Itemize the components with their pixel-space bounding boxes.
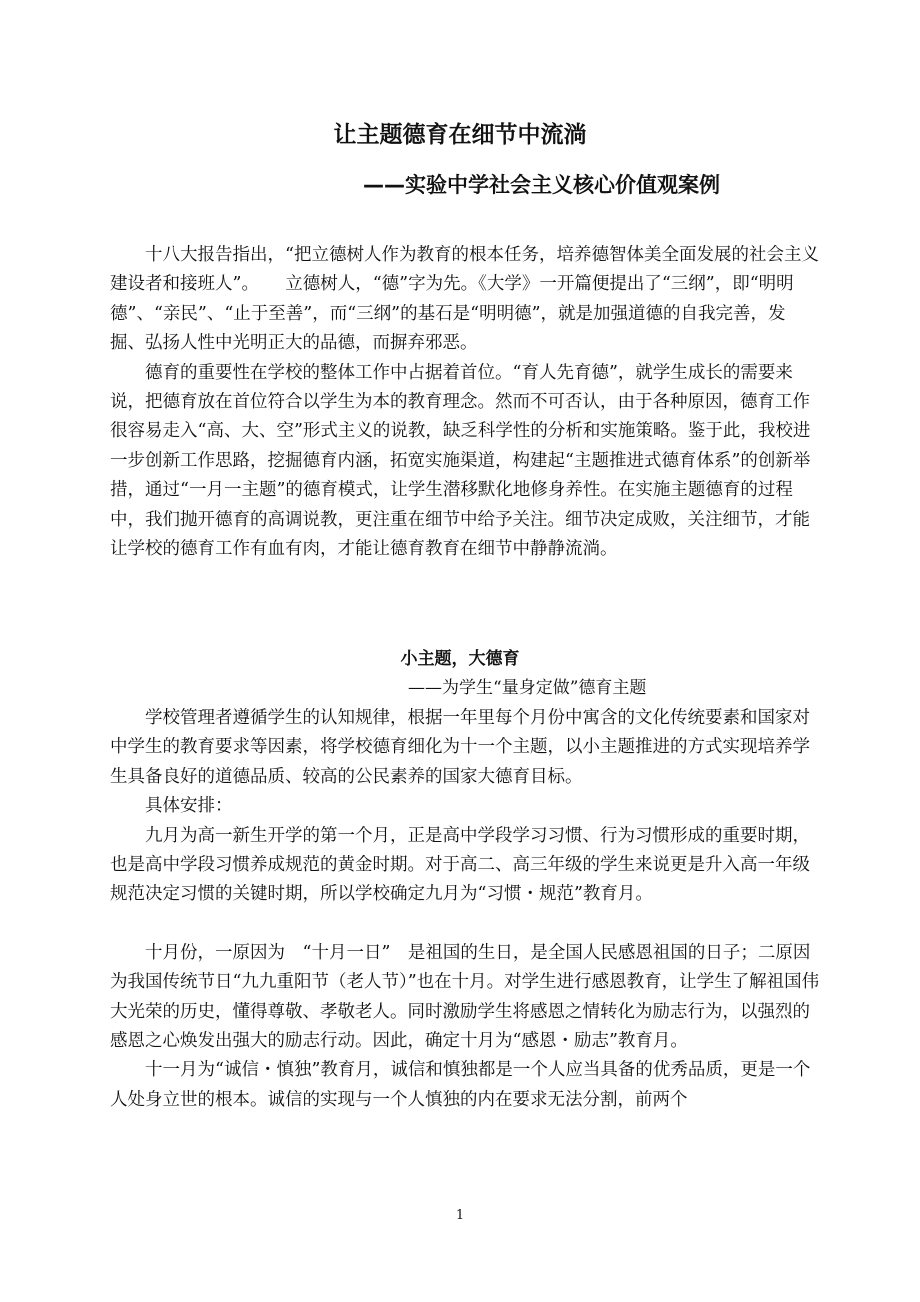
section-subtitle: ——为学生“量身定做”德育主题 — [408, 678, 647, 698]
section-paragraph: 具体安排： — [145, 796, 233, 817]
intro-section — [110, 241, 820, 564]
section-paragraph: 学校管理者遵循学生的认知规律，根据一年里每个月份中寓含的文化传统要素和国家对中学生的教育要求等因素，将学校德育细化为十一个主题，以小主题推进的方式实现培养学生具备良好的道德品质、较高的公民素养的国家大德育目标。 — [110, 708, 810, 787]
intro-paragraph: 十八大报告指出，“把立德树人作为教育的根本任务，培养德智体美全面发展的社会主义建设者和接班人”。 立德树人，“德”字为先。《大学》一开篇便提出了“三纲”，即“明明德”、“亲民”、“止于至善”，而“三纲”的基石是“明明德”，就是加强道德的自我完善，发掘、弘扬人性中光明正大的品德，而摒弃邪恶。 — [110, 245, 819, 354]
document-subtitle: ——实验中学社会主义核心价值观案例 — [363, 173, 720, 197]
section-paragraph: 十一月为“诚信・慎独”教育月，诚信和慎独都是一个人应当具备的优秀品质，更是一个人处身立世的根本。诚信的实现与一个人慎独的内在要求无法分割，前两个 — [110, 1060, 811, 1110]
page-number: 1 — [455, 1208, 465, 1223]
section-body — [110, 704, 820, 1115]
document-title: 让主题德育在细节中流淌 — [333, 122, 587, 148]
section-paragraph: 九月为高一新生开学的第一个月，正是高中学段学习习惯、行为习惯形成的重要时期，也是高中学段习惯养成规范的黄金时期。对于高二、高三年级的学生来说更是升入高一年级规范决定习惯的关键时期，所以学校确定九月为“习惯・规范”教育月。 — [110, 825, 810, 905]
section-paragraph: 十月份，一原因为 “十月一日” 是祖国的生日，是全国人民感恩祖国的日子；二原因为我国传统节日“九九重阳节（老人节）”也在十月。对学生进行感恩教育，让学生了解祖国伟大光荣的历史，懂得尊敬、孝敬老人。同时激励学生将感恩之情转化为励志行为，以强烈的感恩之心焕发出强大的励志行动。因此，确定十月为“感恩・励志”教育月。 — [110, 942, 820, 1052]
paragraph-gap — [110, 910, 820, 939]
section-title: 小主题，大德育 — [400, 649, 520, 669]
intro-paragraph: 德育的重要性在学校的整体工作中占据着首位。“育人先育德”，就学生成长的需要来说，把德育放在首位符合以学生为本的教育理念。然而不可否认，由于各种原因，德育工作很容易走入“高、大、空”形式主义的说教，缺乏科学性的分析和实施策略。鉴于此，我校进一步创新工作思路，挖掘德育内涵，拓宽实施渠道，构建起“主题推进式德育体系”的创新举措，通过“一月一主题”的德育模式，让学生潜移默化地修身养性。在实施主题德育的过程中，我们抛开德育的高调说教，更注重在细节中给予关注。细节决定成败，关注细节，才能让学校的德育工作有血有肉，才能让德育教育在细节中静静流淌。 — [110, 362, 811, 560]
